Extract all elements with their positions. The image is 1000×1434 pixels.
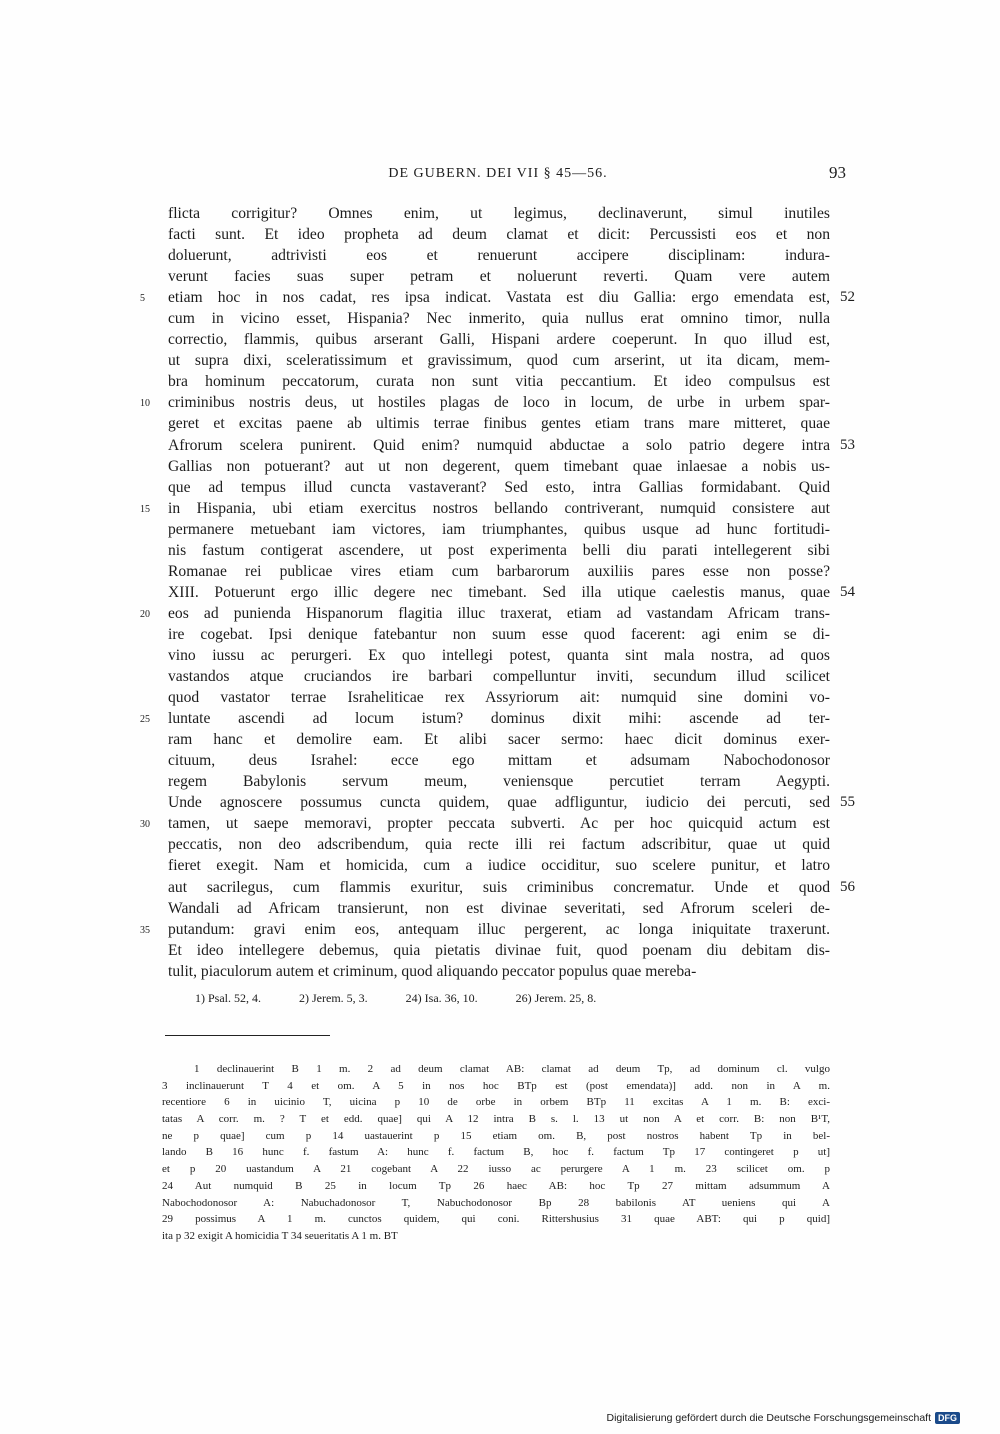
apparatus-line: 1 declinauerint B 1 m. 2 ad deum clamat AB: clamat ad deum Tp, ad dominum cl. vulgo <box>194 1063 830 1075</box>
text-line <box>168 561 830 582</box>
line-text: nis fastum contigerat ascendere, ut post experimenta belli diu parati intellegerent sibi <box>168 541 830 559</box>
apparatus-line: 24 Aut numquid B 25 in locum Tp 26 haec AB: hoc Tp 27 mittam adsummum A <box>162 1179 830 1192</box>
line-text: regem Babylonis servum meum, veniensque percutiet terram Aegypti. <box>168 773 830 791</box>
text-line <box>168 645 830 666</box>
line-number: 30 <box>140 819 150 831</box>
apparatus-line: Nabochodonosor A: Nabuchadonosor T, Nabuchodonosor Bp 28 babilonis AT ueniens qui A <box>162 1196 830 1209</box>
text-line <box>168 750 830 771</box>
line-text: permanere metuebant iam victores, iam triumphantes, quibus usque ad hunc fortitudi- <box>168 520 830 538</box>
text-line <box>140 603 830 624</box>
line-number: 5 <box>140 293 145 305</box>
running-header <box>168 163 846 185</box>
apparatus-line: tatas A corr. m. ? T et edd. quae] qui A 12 intra B s. l. 13 ut non A et corr. B: non B¹T, <box>162 1113 830 1126</box>
text-line <box>168 266 830 287</box>
line-number: 25 <box>140 714 150 726</box>
text-line <box>140 498 830 519</box>
line-text: vino iussu ac perurgeri. Ex quo intellegi potest, quanta sint mala nostra, ad quos <box>168 646 830 664</box>
main-text <box>140 203 855 982</box>
line-text: verunt facies suas super petram et noluerunt reverti. Quam vere autem <box>168 268 830 286</box>
text-line <box>168 792 855 813</box>
line-text: putandum: gravi enim eos, antequam illuc pergerent, ac longa iniquitate traxerunt. <box>168 920 830 938</box>
line-text: flicta corrigitur? Omnes enim, ut legimus, declinaverunt, simul inutiles <box>168 205 830 222</box>
apparatus-line: lando B 16 hunc f. fastum A: hunc f. factum B, hoc f. factum Tp 17 contingeret p ut] <box>162 1146 830 1159</box>
line-text: doluerunt, adtrivisti eos et renuerunt accipere disciplinam: indura- <box>168 247 830 265</box>
line-text: Afrorum scelera punirent. Quid enim? numquid abductae a solo patrio degere intra <box>168 436 830 454</box>
running-title: DE GUBERN. DEI VII § 45—56. <box>388 166 608 181</box>
line-text: ut supra dixi, sceleratissimum et gravissimum, quod cum arserint, ut ita dicam, mem- <box>168 352 830 370</box>
text-line <box>168 413 830 434</box>
line-text: quod vastator terrae Israheliticae rex Assyriorum ait: numquid sine domini vo- <box>168 689 830 707</box>
text-line <box>168 224 830 245</box>
footnote-divider <box>165 1035 330 1036</box>
text-line <box>168 477 830 498</box>
line-text: criminibus nostris deus, ut hostiles plagas de loco in locum, de urbe in urbem spar- <box>168 394 830 412</box>
line-text: tamen, ut saepe memoravi, propter peccata subverti. Ac per hoc quicquid actum est <box>168 815 830 833</box>
text-line <box>140 919 830 940</box>
line-text: tulit, piaculorum autem et criminum, quod aliquando peccator populus quae mereba- <box>168 962 697 980</box>
text-line <box>168 540 830 561</box>
line-text: eos ad punienda Hispanorum flagitia illuc traxerat, etiam ad vastandam Africam trans- <box>168 604 830 622</box>
line-text: fieret exegit. Nam et homicida, cum a iudice occiditur, suo scelere punitur, et latro <box>168 857 830 875</box>
section-number: 54 <box>840 583 855 600</box>
text-line <box>168 203 830 224</box>
line-text: facti sunt. Et ideo propheta ad deum clamat et dicit: Percussisti eos et non <box>168 226 830 244</box>
line-text: aut sacrilegus, cum flammis exuritur, suis criminibus concrematur. Unde et quod <box>168 878 830 896</box>
line-text: Et ideo intellegere debemus, quia pietatis divinae fuit, quod poenam diu debitam dis- <box>168 941 830 959</box>
text-line <box>168 350 830 371</box>
apparatus-line: recentiore 6 in uicinio T, uicina p 10 de orbe in orbem BTp 11 excitas A 1 m. B: exci- <box>162 1096 830 1109</box>
text-line <box>168 582 855 603</box>
credit-text: Digitalisierung gefördert durch die Deutsche Forschungsgemeinschaft <box>606 1412 931 1424</box>
line-number: 10 <box>140 398 150 410</box>
apparatus-line: 3 inclinauerunt T 4 et om. A 5 in nos hoc BTp est (post emendata)] add. non in A m. <box>162 1079 830 1092</box>
text-line <box>168 624 830 645</box>
text-line <box>168 729 830 750</box>
footnote-ref: 26) Jerem. 25, 8. <box>515 991 597 1005</box>
line-text: Unde agnoscere possumus cuncta quidem, quae adfliguntur, iudicio dei percuti, sed <box>168 794 830 812</box>
text-line <box>168 519 830 540</box>
line-text: correctio, flammis, quibus arserant Galli, Hispani ardere coeperunt. In quo illud est, <box>168 331 830 349</box>
line-text: cum in vicino esset, Hispania? Nec inmerito, quia nullus erat omnino timor, nulla <box>168 310 830 328</box>
section-number: 56 <box>840 878 855 895</box>
line-text: in Hispania, ubi etiam exercitus nostros bellando contriverant, numquid consistere aut <box>168 499 830 517</box>
footnote-ref: 24) Isa. 36, 10. <box>405 991 478 1005</box>
text-line <box>168 687 830 708</box>
text-line <box>168 877 855 898</box>
text-line <box>140 287 855 308</box>
footnote-ref: 2) Jerem. 5, 3. <box>299 991 368 1005</box>
page-number: 93 <box>829 163 846 182</box>
text-line <box>140 813 830 834</box>
line-text: XIII. Potuerunt ergo illic degere nec timebant. Sed illa utique caelestis manus, quae <box>168 583 830 601</box>
section-number: 52 <box>840 289 855 306</box>
text-line <box>168 456 830 477</box>
text-line <box>168 245 830 266</box>
dfg-logo: DFG <box>935 1412 960 1424</box>
digitization-credit <box>606 1412 960 1424</box>
footnote-ref: 1) Psal. 52, 4. <box>195 991 261 1005</box>
text-line <box>168 855 830 876</box>
footnote-references <box>195 991 835 1006</box>
line-text: que ad tempus illud cuncta vastaverant? Sed esto, intra Gallias formidabant. Quid <box>168 478 830 496</box>
line-text: Romanae rei publicae vires etiam cum barbarorum auxiliis pares esse non posse? <box>168 562 830 580</box>
text-line <box>168 666 830 687</box>
text-line <box>140 392 830 413</box>
line-text: etiam hoc in nos cadat, res ipsa indicat. Vastata est diu Gallia: ergo emendata est, <box>168 289 830 307</box>
apparatus-line: et p 20 uastandum A 21 cogebant A 22 iusso ac perurgere A 1 m. 23 scilicet om. p <box>162 1163 830 1176</box>
line-text: ire cogebat. Ipsi denique fatebantur non suum esse quod facerent: agi enim se di- <box>168 625 830 643</box>
text-line <box>168 961 830 982</box>
text-line <box>168 940 830 961</box>
line-number: 35 <box>140 924 150 936</box>
section-number: 53 <box>840 436 855 453</box>
line-text: cituum, deus Israhel: ecce ego mittam et adsumam Nabochodonosor <box>168 752 830 770</box>
line-text: peccatis, non deo adscribendum, quia recte illi rei factum adscribitur, quae ut quid <box>168 836 830 854</box>
line-text: geret et excitas paene ab ultimis terrae finibus gentes etiam trans mare mitteret, quae <box>168 415 830 433</box>
apparatus-line: ne p quae] cum p 14 uastauerint p 15 etiam om. B, post nostros habent Tp in bel- <box>162 1129 830 1142</box>
line-text: luntate ascendi ad locum istum? dominus dixit mihi: ascende ad ter- <box>168 710 830 728</box>
text-line <box>168 898 830 919</box>
apparatus-line: ita p 32 exigit A homicidia T 34 seueritatis A 1 m. BT <box>162 1229 398 1242</box>
line-text: vastandos atque cruciandos ire barbari compelluntur inviti, secundum illud scilicet <box>168 668 830 686</box>
text-line <box>168 834 830 855</box>
critical-apparatus <box>162 1061 830 1245</box>
section-number: 55 <box>840 794 855 811</box>
line-number: 15 <box>140 503 150 515</box>
text-line <box>140 708 830 729</box>
text-line <box>168 371 830 392</box>
line-text: Gallias non potuerant? aut ut non degerent, quem timebant quae inlaesae a nobis us- <box>168 457 830 475</box>
text-line <box>168 329 830 350</box>
text-line <box>168 771 830 792</box>
apparatus-line: 29 possimus A 1 m. cunctos quidem, qui coni. Rittershusius 31 quae ABT: qui p quid] <box>162 1213 830 1226</box>
line-text: bra hominum peccatorum, curata non sunt vitia peccantium. Et ideo compulsus est <box>168 373 830 391</box>
line-text: ram hanc et demolire eam. Et alibi sacer sermo: haec dicit dominus exer- <box>168 731 830 749</box>
text-line <box>168 435 855 456</box>
line-number: 20 <box>140 608 150 620</box>
text-line <box>168 308 830 329</box>
line-text: Wandali ad Africam transierunt, non est divinae severitati, sed Afrorum sceleri de- <box>168 899 830 917</box>
